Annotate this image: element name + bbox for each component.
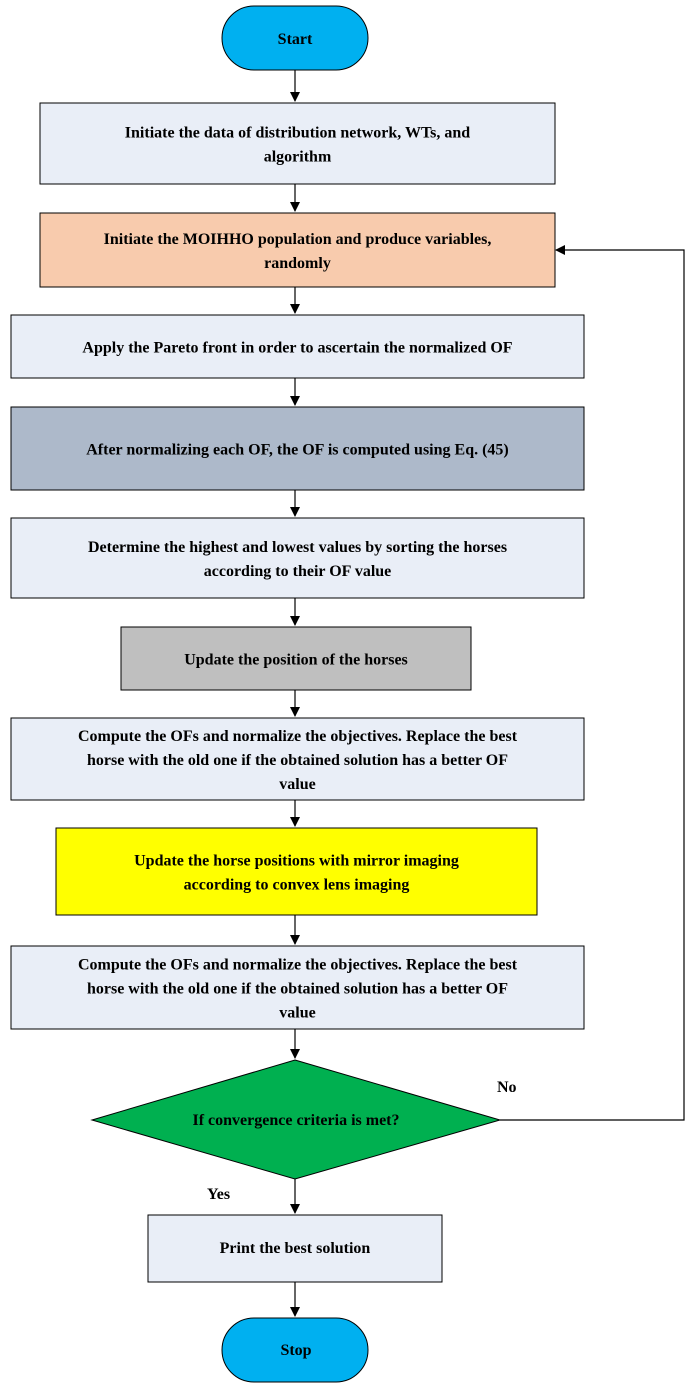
process-label-line: value — [279, 1004, 316, 1022]
process-label-line: according to their OF value — [203, 563, 392, 580]
process-step-9 — [11, 946, 584, 1029]
no-branch-label: No — [497, 1079, 517, 1096]
yes-branch-label: Yes — [207, 1186, 231, 1203]
stop-terminator — [222, 1318, 368, 1382]
process-label-line: After normalizing each OF, the OF is computed using Eq. (45) — [86, 441, 509, 459]
process-step-5 — [11, 518, 584, 598]
process-label-line: horse with the old one if the obtained solution has a better OF — [86, 752, 509, 769]
process-step-4 — [11, 407, 584, 490]
process-label-line: algorithm — [263, 148, 332, 166]
process-label-line: Initiate the data of distribution network, WTs, and — [124, 124, 471, 142]
process-label-line: Initiate the MOIHHO population and produce variables, — [103, 231, 492, 248]
process-box — [11, 518, 584, 598]
process-step-8 — [56, 828, 537, 915]
process-label-line: Determine the highest and lowest values by sorting the horses — [87, 539, 508, 556]
process-steps — [11, 103, 584, 1029]
process-step-6 — [121, 627, 471, 690]
process-label-line: Update the position of the horses — [184, 651, 408, 669]
decision-label: If convergence criteria is met? — [192, 1112, 400, 1129]
process-step-7 — [11, 718, 584, 800]
process-label-line: horse with the old one if the obtained solution has a better OF — [86, 980, 509, 998]
process-box — [40, 213, 555, 287]
process-label-line: according to convex lens imaging — [183, 876, 410, 894]
start-label: Start — [277, 31, 313, 48]
process-box — [56, 828, 537, 915]
decision-node — [92, 1060, 500, 1179]
stop-label: Stop — [280, 1342, 312, 1359]
process-box — [40, 103, 555, 184]
start-terminator — [222, 6, 368, 70]
process-label-line: Compute the OFs and normalize the objectives. Replace the best — [77, 956, 518, 974]
process-label-line: Apply the Pareto front in order to ascertain the normalized OF — [82, 339, 513, 357]
process-step-3 — [11, 315, 584, 378]
process-label-line: randomly — [264, 255, 331, 272]
final-step-label: Print the best solution — [219, 1240, 371, 1257]
process-step-1 — [40, 103, 555, 184]
process-label-line: Compute the OFs and normalize the objectives. Replace the best — [77, 728, 518, 745]
print-best-solution-step — [148, 1215, 442, 1282]
process-step-2 — [40, 213, 555, 287]
process-label-line: value — [279, 776, 316, 793]
process-label-line: Update the horse positions with mirror imaging — [134, 852, 459, 870]
